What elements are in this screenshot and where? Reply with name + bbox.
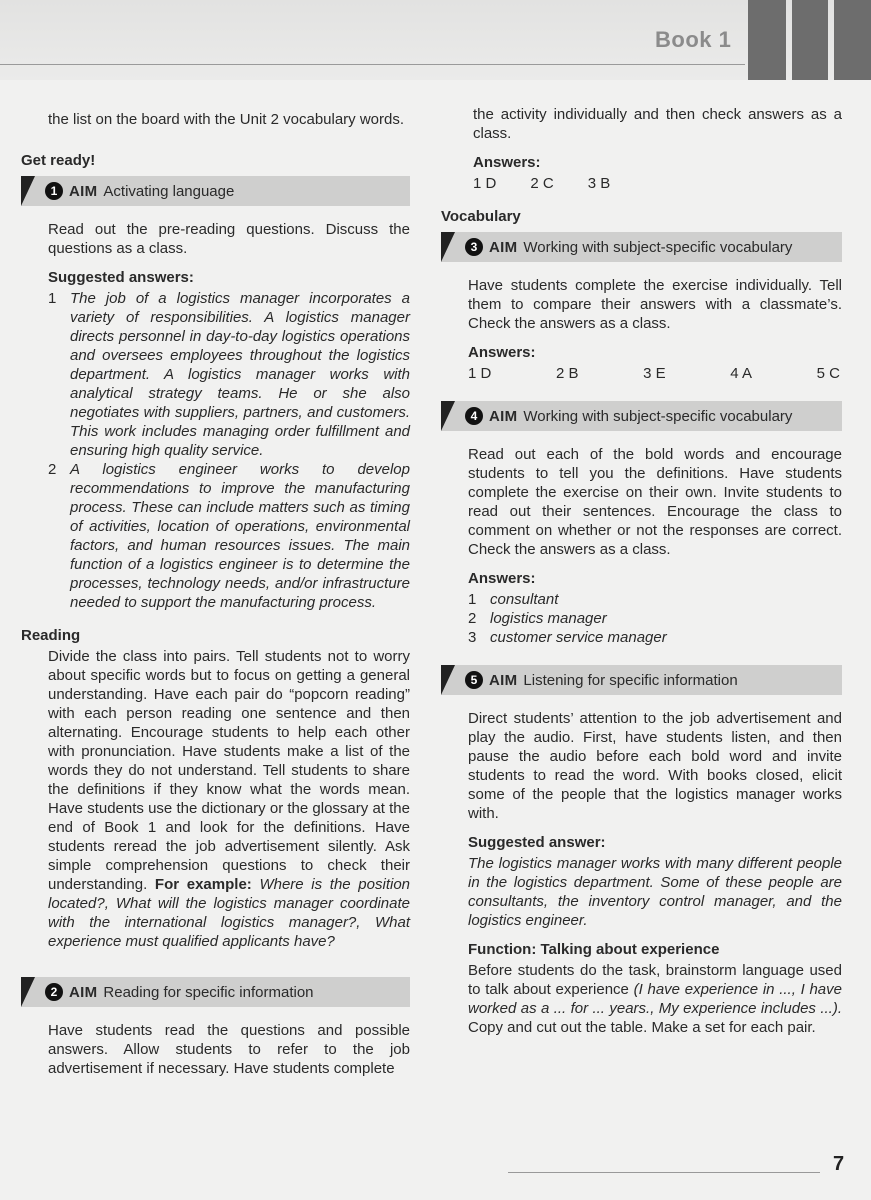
answers-list-4 [441,590,842,647]
aim-title: Listening for specific information [523,671,738,689]
page-header [0,0,871,80]
aim-label: AIM [69,182,98,200]
continued-text: the activity individually and then check answers as a class. [473,106,842,142]
suggested-answer-text: The logistics manager works with many different people in the logistics department. Some of these people are consultants, the inventory control manager, and the logistics engineer. [468,855,842,929]
book-tab-3 [834,0,871,80]
get-ready-heading: Get ready! [21,152,96,169]
function-text-a: Before students do the task, brainstorm language used to talk about experience [468,962,842,998]
aim1-text: Read out the pre-reading questions. Discuss the questions as a class. [48,221,410,257]
aim2-text: Have students read the questions and possible answers. Allow students to refer to the job advertisement if necessary. Have students complete [48,1022,410,1077]
aim-flag [441,232,455,262]
right-column [441,105,842,1037]
footer-rule [508,1172,820,1173]
aim3-text: Have students complete the exercise individually. Tell them to compare their answers with a classmate’s. Check the answers as a class. [468,277,842,332]
aim-number: 5 [465,671,483,689]
for-example-text: Where is the position located?, What will the logistics manager coordinate with the international logistics manager?, What experience must qualified applicants have? [48,876,410,950]
item-text: customer service manager [490,629,667,646]
answer-item [441,590,842,609]
book-tab-2 [792,0,828,80]
answers-row-2 [441,174,842,193]
header-rule [0,64,745,65]
answer-item: 4 A [730,365,752,382]
aim-number: 4 [465,407,483,425]
aim-number: 1 [45,182,63,200]
reading-body: Divide the class into pairs. Tell students not to worry about specific words but to focus on getting a general understanding. Have each pair do “popcorn reading” with each person reading one sentence and then alternating. Encourage students to help each other with pronunciation. Have students make a list of the words they do not understand. Tell students to share the definitions if they know what the words mean. Have students use the dictionary or the glossary at the end of Book 1 and look for the definitions. Have students reread the job advertisement silently. Ask simple comprehension questions to check their understanding. [48,648,410,893]
function-text-b: Copy and cut out the table. Make a set for each pair. [468,1019,816,1036]
aim-bar-1 [21,176,410,206]
aim-bar-2 [21,977,410,1007]
answer-item: 5 C [816,365,840,382]
aim-label: AIM [489,407,518,425]
answer-item: 1 D [468,365,492,382]
aim-number: 2 [45,983,63,1001]
aim-bar-4 [441,401,842,431]
answers-label: Answers: [473,154,541,171]
aim-flag [441,665,455,695]
aim4-text: Read out each of the bold words and encourage students to tell you the definitions. Have students complete the exercise on their own. Invite students to read out their sentences. Encourage the class to comment on whether or not the responses are correct. Check the answers as a class. [468,446,842,558]
for-example-label: For example: [154,876,252,893]
answer-item [441,609,842,628]
item-number: 1 [468,591,477,608]
suggested-answer-label: Suggested answer: [468,834,606,851]
item-number: 2 [48,461,57,478]
suggested-answer-item [21,460,410,612]
aim-title: Working with subject-specific vocabulary [523,238,793,256]
left-column [21,110,410,1078]
aim-bar-5 [441,665,842,695]
aim-bar-3 [441,232,842,262]
function-text [441,961,842,1037]
book-tab-1 [748,0,786,80]
suggested-answer-item [21,289,410,460]
aim5-text: Direct students’ attention to the job advertisement and play the audio. First, have students listen, and then pause the audio before each bold word and invite students to read the word. With books closed, elicit some of the people that the logistics manager works with. [468,710,842,822]
aim-label: AIM [69,983,98,1001]
item-number: 3 [468,629,477,646]
item-text: logistics manager [490,610,607,627]
page-number: 7 [833,1153,845,1175]
intro-text: the list on the board with the Unit 2 vocabulary words. [48,111,405,128]
item-text: consultant [490,591,559,608]
book-label: Book 1 [655,27,732,52]
item-text: A logistics engineer works to develop recommendations to improve the manufacturing process. These can include matters such as timing of activities, location of operations, environmental factors, and human resources issues. The main function of a logistics engineer is to determine the processes, technology needs, and/or infrastructure needed to support the manufacturing process. [70,461,410,611]
answer-item: 2 B [555,365,579,382]
vocabulary-heading: Vocabulary [441,208,521,225]
aim-title: Reading for specific information [103,983,314,1001]
item-number: 1 [48,290,57,307]
function-heading: Function: Talking about experience [468,941,720,958]
aim-flag [21,977,35,1007]
answers-label: Answers: [468,570,536,587]
aim-label: AIM [489,671,518,689]
answer-item: 3 B [587,175,611,192]
answer-item: 1 D [473,175,497,192]
aim-title: Working with subject-specific vocabulary [523,407,793,425]
aim-label: AIM [489,238,518,256]
answers-label: Answers: [468,344,536,361]
answers-row-3 [441,364,842,383]
reading-text [21,647,410,951]
answer-item: 2 C [530,175,554,192]
aim-title: Activating language [103,182,235,200]
aim-number: 3 [465,238,483,256]
aim-flag [21,176,35,206]
aim-flag [441,401,455,431]
item-number: 2 [468,610,477,627]
answer-item: 3 E [643,365,666,382]
answer-item [441,628,842,647]
item-text: The job of a logistics manager incorporates a variety of responsibilities. A logistics manager directs personnel in day-to-day logistics operations and oversees employees throughout the logistics department. A logistics manager works with analytical strategy teams. He or she also negotiates with suppliers, partners, and customers. This work includes managing order fulfillment and ensuring high quality service. [70,290,410,459]
reading-heading: Reading [21,627,81,644]
function-text-italic: (I have experience in ..., I have worked as a ... for ... years., My experience includes ...). [468,981,842,1017]
suggested-answers-label: Suggested answers: [48,269,194,286]
